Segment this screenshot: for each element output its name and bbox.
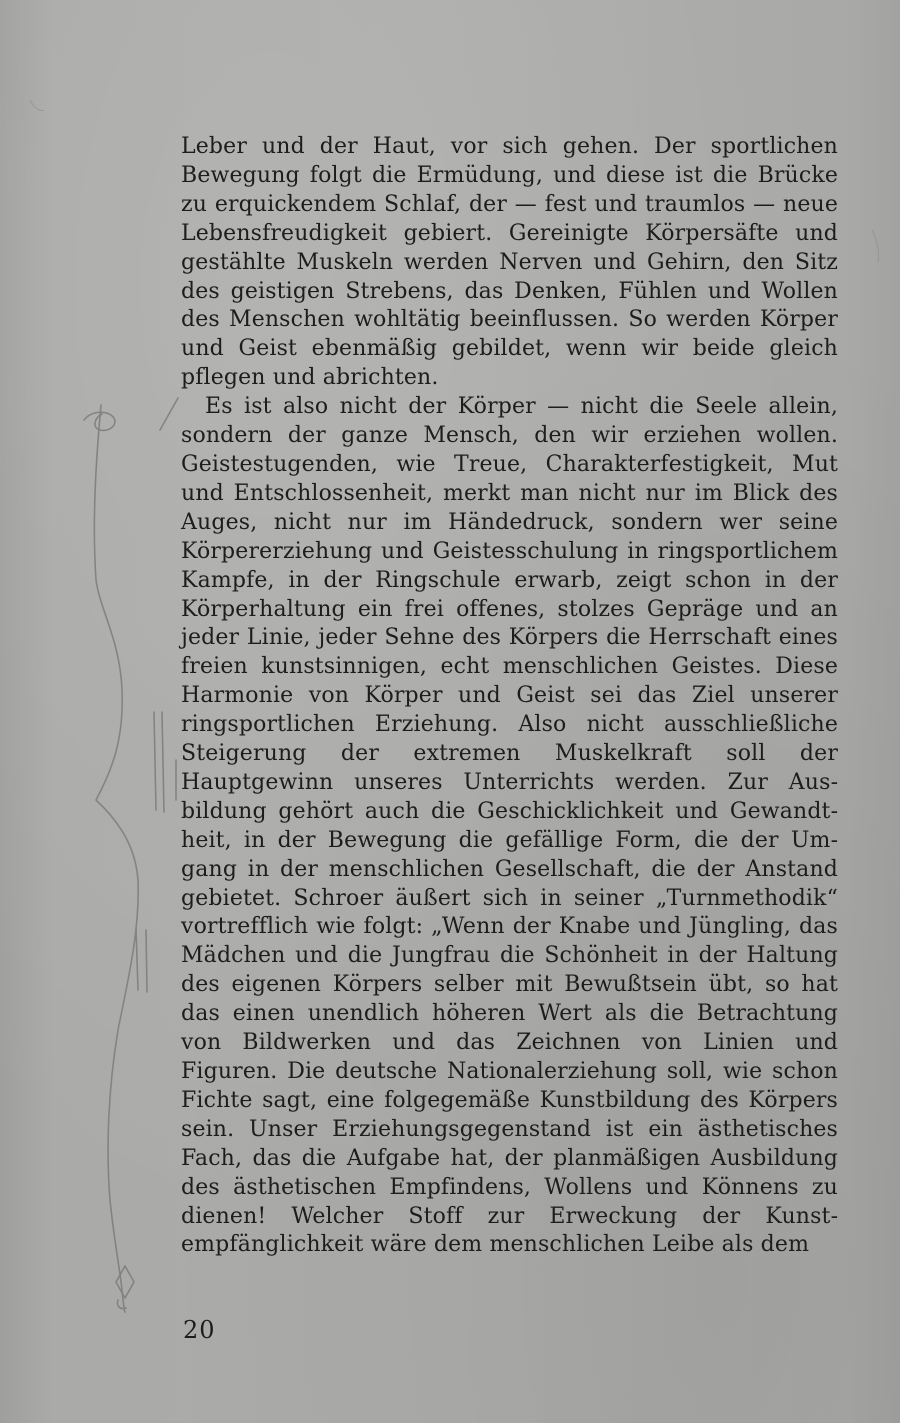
top-corner-scribble	[30, 100, 44, 111]
margin-double-stroke-b	[162, 712, 164, 812]
paragraph-1: Leber und der Haut, vor sich gehen. Der sportlichen Bewegung folgt die Ermüdung, und diese ist die Brücke zu erquickendem Schlaf, der — fest und traumlos — neue Lebensfreudigkeit gebiert. Gereinigte Körpersäfte und gestählte Muskeln werden Nerven und Gehirn, den Sitz des geistigen Strebens, das Denken, Fühlen und Wollen des Menschen wohltätig beeinflussen. So werden Körper und Geist ebenmäßig gebildet, wenn wir beide gleich pflegen und abrichten.	[181, 134, 838, 391]
margin-double-stroke-d	[146, 930, 147, 992]
margin-double-stroke-c	[136, 928, 138, 990]
paragraph-2: Es ist also nicht der Körper — nicht die Seele allein, sondern der ganze Mensch, den wir erziehen wollen. Geistestugenden, wie Treue, Charakterfestigkeit, Mut und Entschlossenheit, merkt man nicht nur im Blick des Auges, nicht nur im Händedruck, sondern wer seine Körpererziehung und Geistesschulung in ringsportlichem Kampfe, in der Ringschule erwarb, zeigt schon in der Körperhaltung ein frei offenes, stolzes Gepräge und an jeder Linie, jeder Sehne des Körpers die Herrschaft eines freien kunstsinnigen, echt menschlichen Geistes. Diese Harmonie von Körper und Geist sei das Ziel unserer ringsportlichen Erziehung. Also nicht ausschließliche Steigerung der extremen Muskelkraft soll der Hauptgewinn unseres Unterrichts werden. Zur Ausbildung gehört auch die Geschicklichkeit und Gewandtheit, in der Bewegung die gefällige Form, die der Umgang in der menschlichen Gesellschaft, die der Anstand gebietet. Schroer äußert sich in seiner „Turnmethodik“ vortrefflich wie folgt: „Wenn der Knabe und Jüngling, das Mädchen und die Jungfrau die Schönheit in der Haltung des eigenen Körpers selber mit Bewußtsein übt, so hat das einen unendlich höheren Wert als die Betrachtung von Bildwerken und das Zeichnen von Linien und Figuren. Die deutsche Nationalerziehung soll, wie schon Fichte sagt, eine folgegemäße Kunstbildung des Körpers sein. Unser Erziehungsgegenstand ist ein ästhetisches Fach, das die Aufgabe hat, der planmäßigen Ausbildung des ästhetischen Empfindens, Wollens und Könnens zu dienen! Welcher Stoff zur Erweckung der Kunstempfänglichkeit wäre dem menschlichen Leibe als dem	[181, 394, 838, 1258]
body-text	[181, 133, 838, 1260]
margin-stroke-top	[160, 398, 178, 430]
page-number: 20	[183, 1316, 216, 1344]
margin-bracket-line	[94, 405, 138, 1312]
margin-double-stroke-a	[154, 712, 156, 810]
right-margin-scribble	[872, 230, 879, 262]
